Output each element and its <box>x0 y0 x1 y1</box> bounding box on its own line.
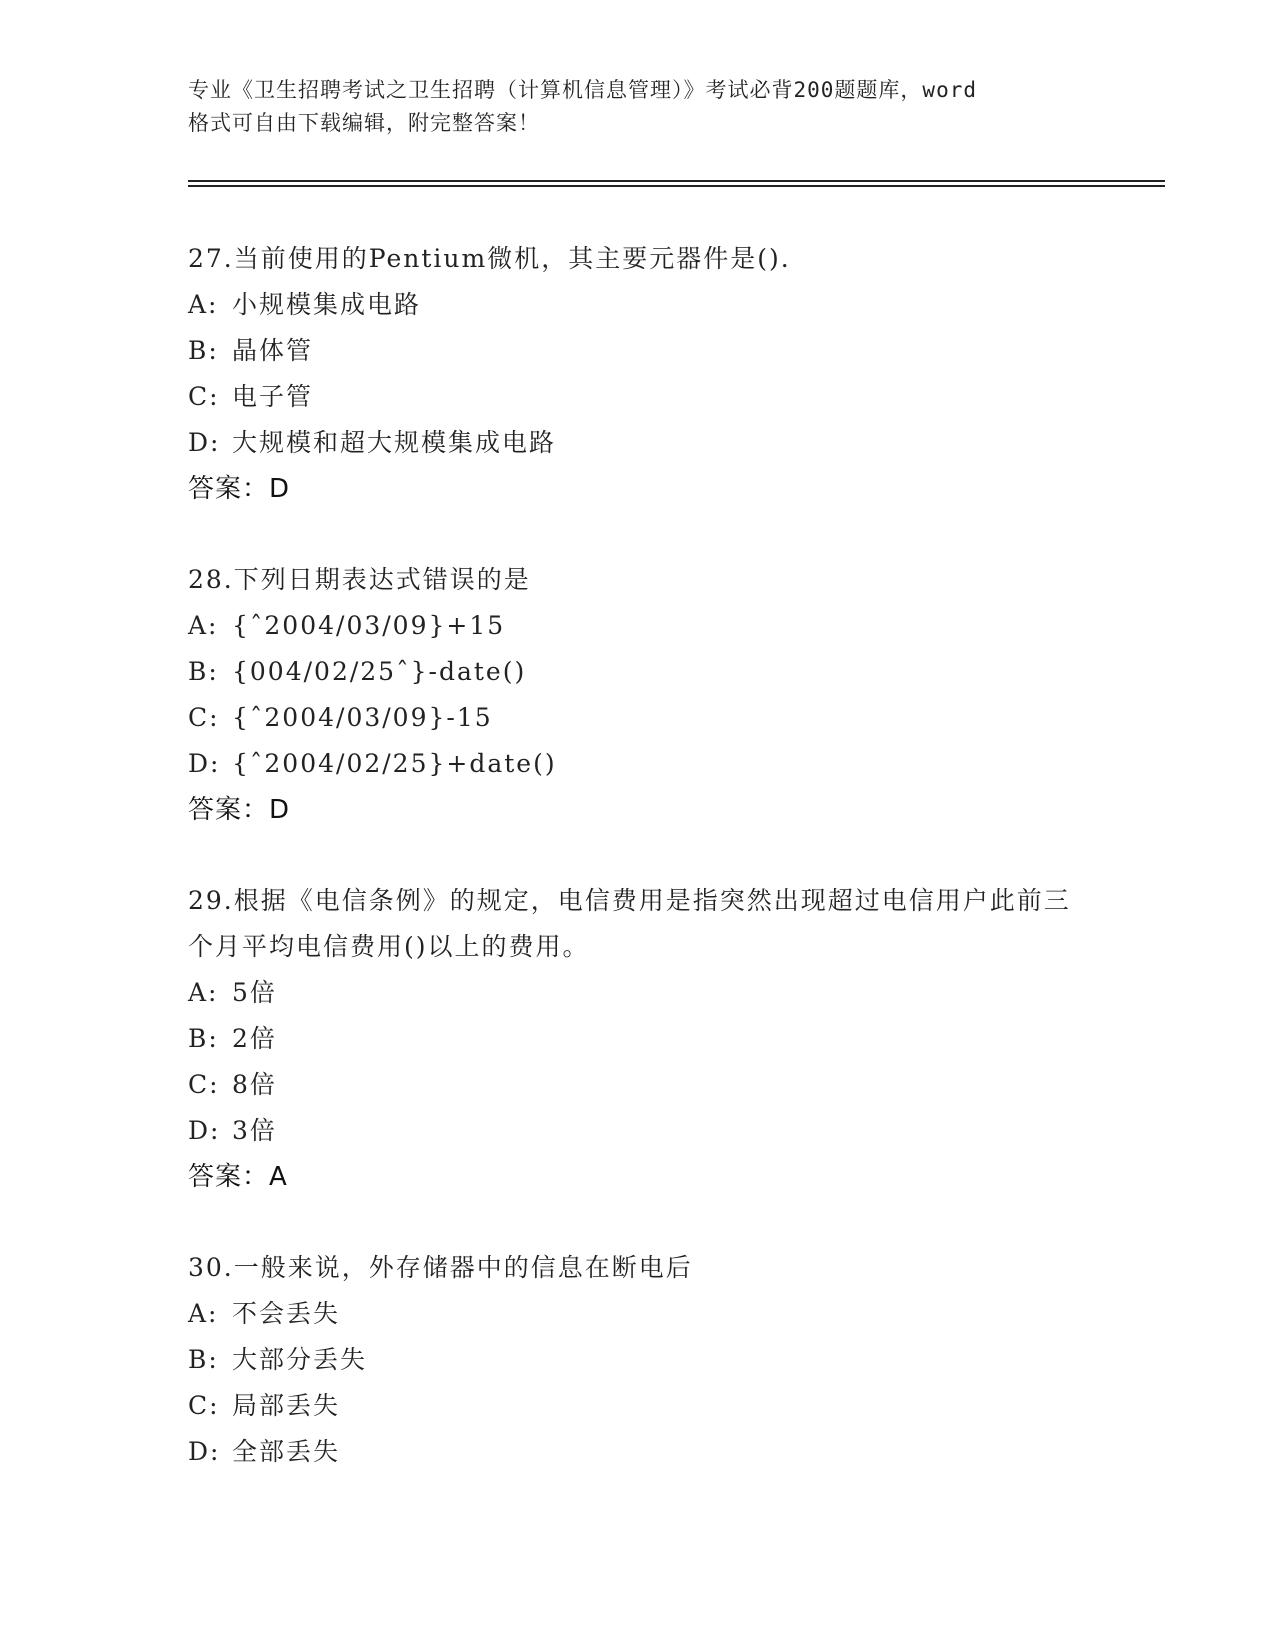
header-line-2: 格式可自由下载编辑，附完整答案！ <box>188 111 540 135</box>
option-text: 局部丢失 <box>232 1391 341 1420</box>
option-text: 电子管 <box>232 382 314 411</box>
option-c <box>188 374 1118 420</box>
document-header <box>188 74 1108 140</box>
option-text: 全部丢失 <box>232 1437 341 1466</box>
option-letter: D: <box>188 1116 221 1145</box>
option-text: {ˆ2004/03/09}-15 <box>232 703 493 732</box>
option-b <box>188 328 1118 374</box>
option-letter: A: <box>188 290 219 319</box>
option-letter: D: <box>188 1437 221 1466</box>
option-text: 大部分丢失 <box>232 1345 368 1374</box>
option-text: 不会丢失 <box>232 1299 341 1328</box>
option-a <box>188 970 1118 1016</box>
option-b <box>188 1337 1118 1383</box>
option-text: {ˆ2004/03/09}+15 <box>232 611 506 640</box>
question-30 <box>188 1245 1118 1475</box>
option-letter: A: <box>188 978 219 1007</box>
option-d <box>188 741 1118 787</box>
answer-line: 答案：A <box>188 1162 288 1192</box>
option-letter: B: <box>188 336 219 365</box>
answer-line: 答案：D <box>188 795 291 825</box>
option-letter: C: <box>188 1070 220 1099</box>
header-line-1: 专业《卫生招聘考试之卫生招聘（计算机信息管理）》考试必背200题题库，word <box>188 78 977 102</box>
option-letter: B: <box>188 1345 219 1374</box>
option-letter: C: <box>188 703 220 732</box>
question-stem: 30.一般来说，外存储器中的信息在断电后 <box>188 1253 693 1282</box>
option-letter: C: <box>188 1391 220 1420</box>
option-letter: D: <box>188 428 221 457</box>
question-stem: 28.下列日期表达式错误的是 <box>188 565 531 594</box>
option-text: 8倍 <box>232 1070 277 1099</box>
option-c <box>188 1383 1118 1429</box>
question-27 <box>188 236 1118 512</box>
answer-line: 答案：D <box>188 474 291 504</box>
option-letter: C: <box>188 382 220 411</box>
option-c <box>188 1062 1118 1108</box>
option-letter: A: <box>188 611 219 640</box>
question-28 <box>188 557 1118 833</box>
option-a <box>188 1291 1118 1337</box>
question-list <box>188 236 1118 1520</box>
option-letter: B: <box>188 657 219 686</box>
option-text: 2倍 <box>232 1024 277 1053</box>
option-text: 5倍 <box>232 978 277 1007</box>
option-letter: D: <box>188 749 221 778</box>
option-text: {004/02/25ˆ}-date() <box>232 657 527 686</box>
option-letter: B: <box>188 1024 219 1053</box>
header-divider-bottom <box>188 185 1165 187</box>
option-text: 晶体管 <box>232 336 314 365</box>
option-c <box>188 695 1118 741</box>
header-divider-top <box>188 180 1165 182</box>
option-d <box>188 1429 1118 1475</box>
question-29 <box>188 878 1118 1200</box>
option-b <box>188 1016 1118 1062</box>
option-text: {ˆ2004/02/25}+date() <box>232 749 557 778</box>
option-a <box>188 282 1118 328</box>
option-text: 小规模集成电路 <box>232 290 422 319</box>
option-d <box>188 1108 1118 1154</box>
option-letter: A: <box>188 1299 219 1328</box>
question-stem: 27.当前使用的Pentium微机，其主要元器件是(). <box>188 244 791 273</box>
question-stem: 29.根据《电信条例》的规定，电信费用是指突然出现超过电信用户此前三个月平均电信费用()以上的费用。 <box>188 886 1071 961</box>
option-a <box>188 603 1118 649</box>
option-b <box>188 649 1118 695</box>
option-d <box>188 420 1118 466</box>
option-text: 3倍 <box>232 1116 277 1145</box>
option-text: 大规模和超大规模集成电路 <box>232 428 557 457</box>
